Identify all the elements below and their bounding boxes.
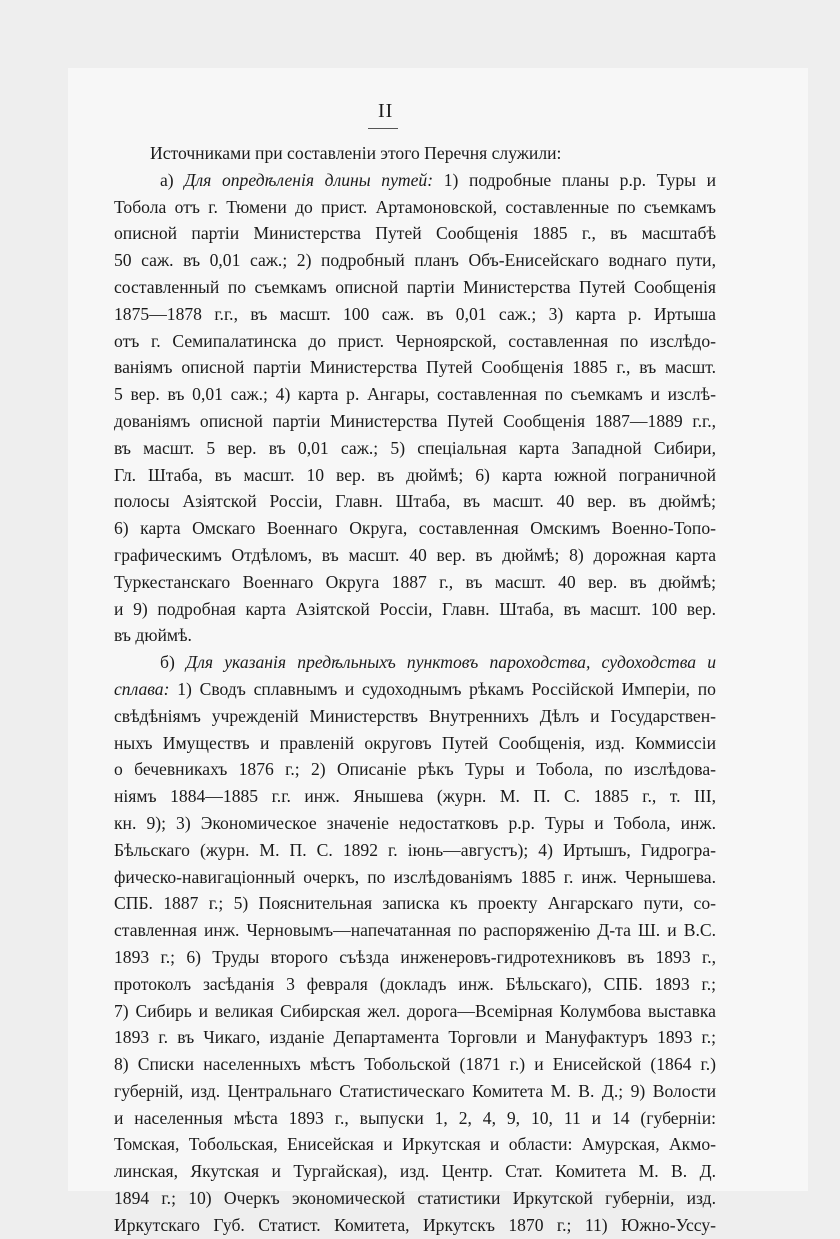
section-a-line: и 9) подробная карта Азіятской Россіи, Главн. Штаба, въ масшт. 100 вер.: [114, 598, 716, 619]
section-a-line: 1875—1878 г.г., въ масшт. 100 саж. въ 0,01 саж.; 3) карта р. Иртыша: [114, 303, 716, 324]
section-b-line: протоколъ засѣданія 3 февраля (докладъ инж. Бѣльскаго), СПБ. 1893 г.;: [114, 973, 716, 994]
section-b-line: ставленная инж. Черновымъ—напечатанная по распоряженію Д-та Ш. и В.С.: [114, 920, 716, 941]
section-a-line: ваніямъ описной партіи Министерства Путей Сообщенія 1885 г., въ масшт.: [114, 357, 716, 378]
body-text: [114, 140, 716, 1239]
page-number: II: [378, 100, 394, 122]
section-a-line: въ дюймѣ.: [114, 625, 192, 646]
section-a-label: а): [160, 169, 174, 190]
section-a-line: 50 саж. въ 0,01 саж.; 2) подробный планъ Объ-Енисейскаго воднаго пути,: [114, 250, 716, 271]
section-b-heading: Для указанія предѣльныхъ пунктовъ пароходства, судоходства и: [186, 652, 717, 673]
section-b-line: и населенныя мѣста 1893 г., выпуски 1, 2, 4, 9, 10, 11 и 14 (губерніи:: [114, 1107, 716, 1128]
section-b-line: линская, Якутская и Тургайская), изд. Центр. Стат. Комитета М. В. Д.: [114, 1161, 716, 1182]
section-a-line: 6) карта Омскаго Военнаго Округа, составленная Омскимъ Военно-Топо-: [114, 518, 716, 539]
section-b-line: СПБ. 1887 г.; 5) Пояснительная записка къ проекту Ангарскаго пути, со-: [114, 893, 716, 914]
section-a-line: описной партіи Министерства Путей Сообщенія 1885 г., въ масштабѣ: [114, 223, 716, 244]
section-b-line: 7) Сибирь и великая Сибирская жел. дорога—Всемірная Колумбова выставка: [114, 1000, 716, 1021]
section-a-line: Туркестанскаго Военнаго Округа 1887 г., въ масшт. 40 вер. въ дюймѣ;: [114, 571, 716, 592]
section-a-line: въ масшт. 5 вер. въ 0,01 саж.; 5) спеціальная карта Западной Сибири,: [114, 437, 716, 458]
section-a-line: 5 вер. въ 0,01 саж.; 4) карта р. Ангары, составленная по съемкамъ и изслѣ-: [114, 384, 716, 405]
section-b-line: 1894 г.; 10) Очеркъ экономической статистики Иркутской губерніи, изд.: [114, 1188, 716, 1209]
section-a-line: полосы Азіятской Россіи, Главн. Штаба, въ масшт. 40 вер. въ дюймѣ;: [114, 491, 716, 512]
section-a-line: графическимъ Отдѣломъ, въ масшт. 40 вер. въ дюймѣ; 8) дорожная карта: [114, 544, 716, 565]
section-b-label: б): [160, 652, 175, 673]
section-b-line: фическо-навигаціонный очеркъ, по изслѣдованіямъ 1885 г. инж. Чернышева.: [114, 866, 716, 887]
section-a-line: отъ г. Семипалатинска до прист. Черноярской, составленная по изслѣдо-: [114, 330, 716, 351]
section-a-line: Тобола отъ г. Тюмени до прист. Артамоновской, составленные по съемкамъ: [114, 196, 716, 217]
section-a-first-line: [114, 167, 716, 194]
section-b-first-line: [114, 649, 716, 676]
intro-line: Источниками при составленіи этого Перечня служили:: [150, 143, 562, 163]
section-b-line: Томская, Тобольская, Енисейская и Иркутская и области: Амурская, Акмо-: [114, 1134, 716, 1155]
section-b-heading-cont: сплава:: [114, 678, 170, 699]
section-a-line: составленный по съемкамъ описной партіи Министерства Путей Сообщенія: [114, 276, 716, 297]
section-b-line: Бѣльскаго (журн. М. П. С. 1892 г. іюнь—августъ); 4) Иртышъ, Гидрогра-: [114, 839, 716, 860]
section-a-line: Гл. Штаба, въ масшт. 10 вер. въ дюймѣ; 6) карта южной пограничной: [114, 464, 716, 485]
section-b-line: 1893 г.; 6) Труды второго съѣзда инженеровъ-гидротехниковъ въ 1893 г.,: [114, 946, 716, 967]
section-b-line: о бечевникахъ 1876 г.; 2) Описаніе рѣкъ Туры и Тобола, по изслѣдова-: [114, 759, 716, 780]
section-b-line: 1) Сводъ сплавнымъ и судоходнымъ рѣкамъ Россійской Имперіи, по: [177, 678, 716, 699]
page-number-rule: [368, 128, 398, 129]
section-a-line: 1) подробные планы р.р. Туры и: [443, 169, 716, 190]
section-b-line: губерній, изд. Центральнаго Статистическаго Комитета М. В. Д.; 9) Волости: [114, 1080, 716, 1101]
section-b-line: кн. 9); 3) Экономическое значеніе недостатковъ р.р. Туры и Тобола, инж.: [114, 812, 716, 833]
section-b-line: ныхъ Имуществъ и правленій округовъ Путей Сообщенія, изд. Коммиссіи: [114, 732, 716, 753]
section-b-line: 1893 г. въ Чикаго, изданіе Департамента Торговли и Мануфактуръ 1893 г.;: [114, 1027, 716, 1048]
section-a-line: дованіямъ описной партіи Министерства Путей Сообщенія 1887—1889 г.г.,: [114, 410, 716, 431]
section-b-line: Иркутскаго Губ. Статист. Комитета, Иркутскъ 1870 г.; 11) Южно-Уссу-: [114, 1214, 716, 1235]
section-a-heading: Для опредѣленія длины путей:: [184, 169, 434, 190]
section-b-line: ніямъ 1884—1885 г.г. инж. Янышева (журн. М. П. С. 1885 г., т. III,: [114, 786, 716, 807]
section-b-second-line: [114, 676, 716, 703]
section-b-line: свѣдѣніямъ учрежденій Министерствъ Внутреннихъ Дѣлъ и Государствен-: [114, 705, 716, 726]
section-b-line: 8) Списки населенныхъ мѣстъ Тобольской (1871 г.) и Енисейской (1864 г.): [114, 1054, 716, 1075]
